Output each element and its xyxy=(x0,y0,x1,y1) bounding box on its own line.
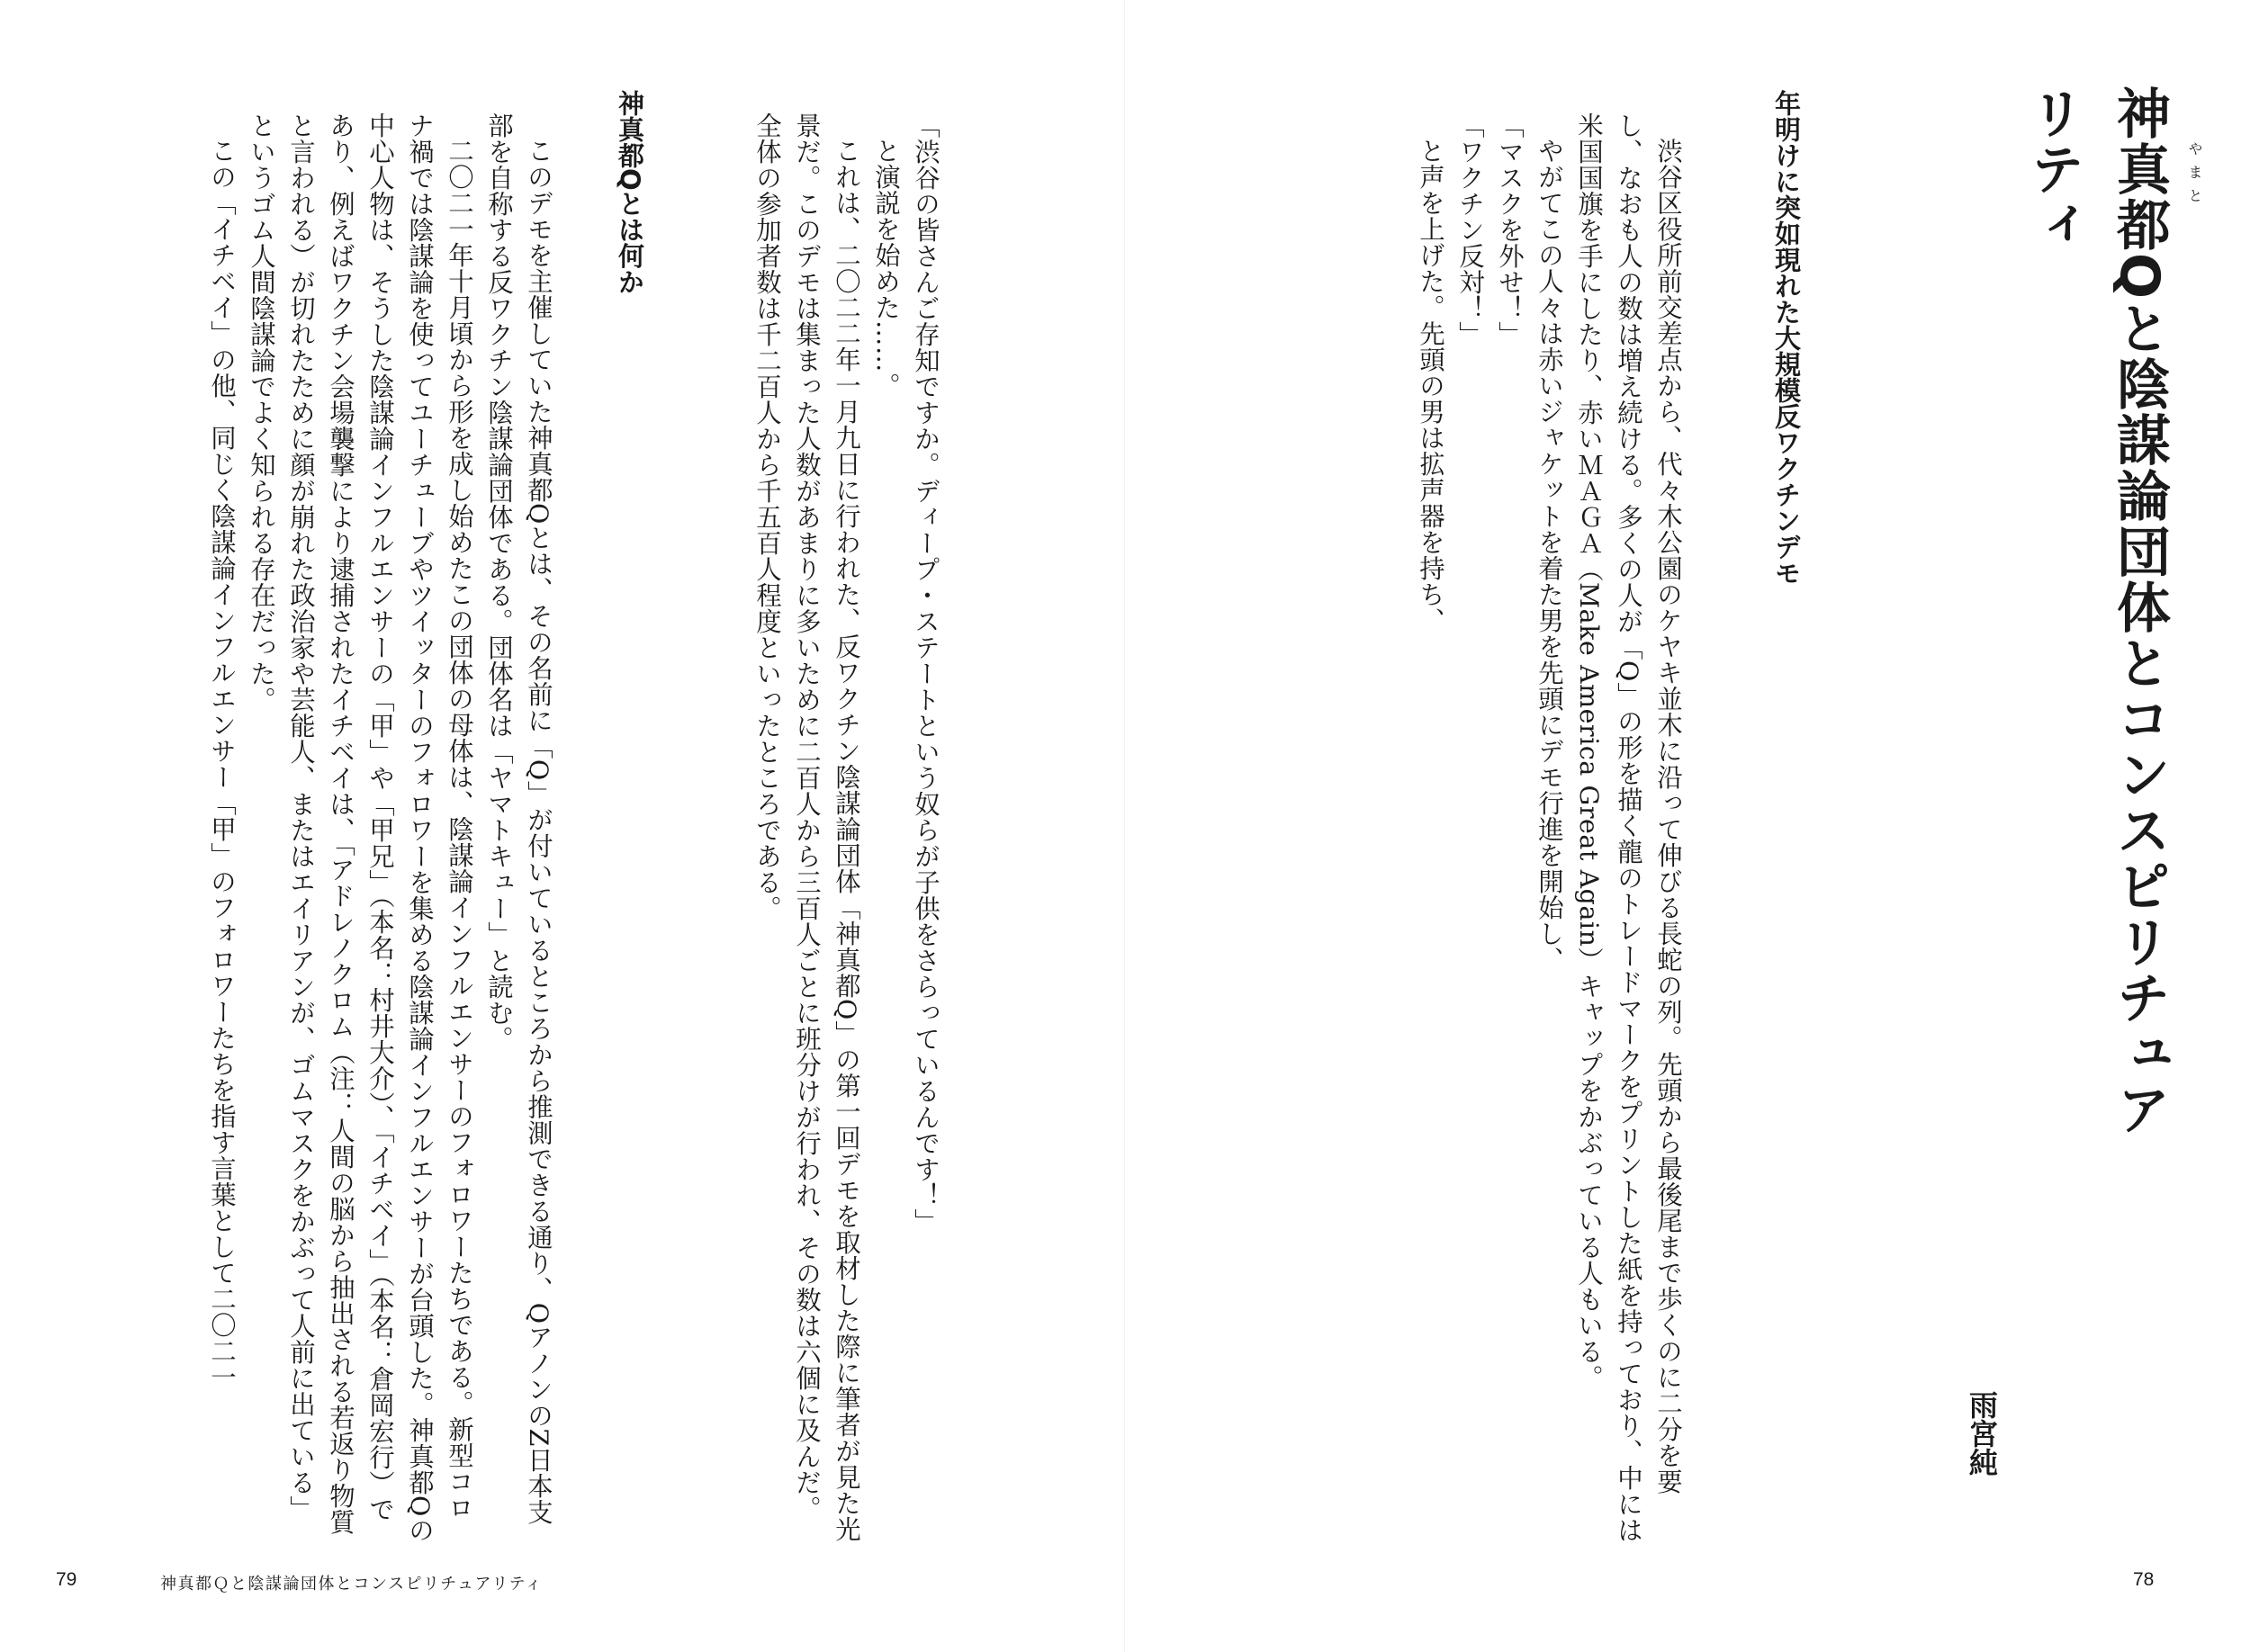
author-given-name: 純 xyxy=(1965,1448,1999,1477)
author-name xyxy=(1960,1390,2003,1552)
page-number-right: 78 xyxy=(2133,1569,2155,1590)
title-ruby-group xyxy=(2096,141,2203,253)
paragraph: 二〇二一年十月頃から形を成し始めたこの団体の母体は、陰謀論インフルエンサーのフォロワーたちである。新型コロナ禍では陰謀論を使ってユーチューブやツイッターのフォロワーを集める陰謀論インフルエンサーが台頭した。神真都Qの中心人物は、そうした陰謀論インフルエンサーの「甲」や「甲兄」（本名：村井大介）、「イチベイ」（本名：倉岡宏行）であり、例えばワクチン会場襲撃により逮捕されたイチベイは、「アドレノクロム（注：人間の脳から抽出される若返り物質と言われる）が切れたために顔が崩れた政治家や芸能人、またはエイリアンが、ゴムマスクをかぶって人前に出ている」というゴム人間陰謀論でよく知られる存在だった。 xyxy=(247,112,474,1543)
section-heading-what-is: 神真都Qとは何か xyxy=(615,90,645,295)
running-title: 神真都Ｑと陰謀論団体とコンスピリチュアリティ xyxy=(160,1575,544,1594)
paragraph: 渋谷区役所前交差点から、代々木公園のケヤキ並木に沿って伸びる長蛇の列。先頭から最後尾まで歩くのに二分を要し、なおも人の数は増え続ける。多くの人が「Q」の形を描く龍のトレードマークをプリントした紙を持っており、中には米国国旗を手にしたり、赤いＭＡＧＡ（Make America Great Again）キャップをかぶっている人もいる。 xyxy=(1574,112,1683,1543)
paragraph: これは、二〇二二年一月九日に行われた、反ワクチン陰謀論団体「神真都Q」の第一回デモを取材した際に筆者が見た光景だ。このデモは集まった人数があまりに多いために二百人から三百人ごとに班分けが行われ、その数は六個に及んだ。全体の参加者数は千二百人から千五百人程度といったところである。 xyxy=(752,112,861,1543)
paragraph: やがてこの人々は赤いジャケットを着た男を先頭にデモ行進を開始し、 xyxy=(1534,138,1564,974)
paragraph: このデモを主催していた神真都Qとは、その名前に「Q」が付いているところから推測できる通り、QアノンのZ日本支部を自称する反ワクチン陰謀論団体である。団体名は「ヤマトキュー」と読む。 xyxy=(484,112,554,1526)
paragraph: この「イチベイ」の他、同じく陰謀論インフルエンサー「甲」のフォロワーたちを指す言葉として二〇二一 xyxy=(207,138,237,1391)
page-gutter xyxy=(1124,0,1125,1652)
quote-line: 「ワクチン反対！」 xyxy=(1455,112,1485,347)
author-family-name: 雨宮 xyxy=(1965,1390,1999,1448)
quote-line: 「マスクを外せ！」 xyxy=(1495,112,1525,347)
title-char-kami: 神 xyxy=(2108,85,2171,141)
article-title xyxy=(2021,85,2203,1147)
paragraph: と声を上げた。先頭の男は拡声器を持ち、 xyxy=(1416,138,1445,634)
title-ruby: やまと xyxy=(2186,141,2203,211)
section-heading-demo: 年明けに突如現れた大規模反ワクチンデモ xyxy=(1771,90,1802,586)
body-text-right xyxy=(1242,112,1688,1543)
paragraph: と演説を始めた……。 xyxy=(871,138,901,400)
quote-line: 「渋谷の皆さんご存知ですか。ディープ・ステートという奴らが子供をさらっているんです！」 xyxy=(911,112,940,1235)
title-char-mato: 真都 xyxy=(2108,141,2171,253)
title-rest: Qと陰謀論団体とコンスピリチュアリティ xyxy=(2021,85,2171,1138)
body-text-left-bottom xyxy=(99,112,558,1543)
body-text-left-top xyxy=(724,112,945,1543)
page-number-left: 79 xyxy=(56,1569,77,1590)
